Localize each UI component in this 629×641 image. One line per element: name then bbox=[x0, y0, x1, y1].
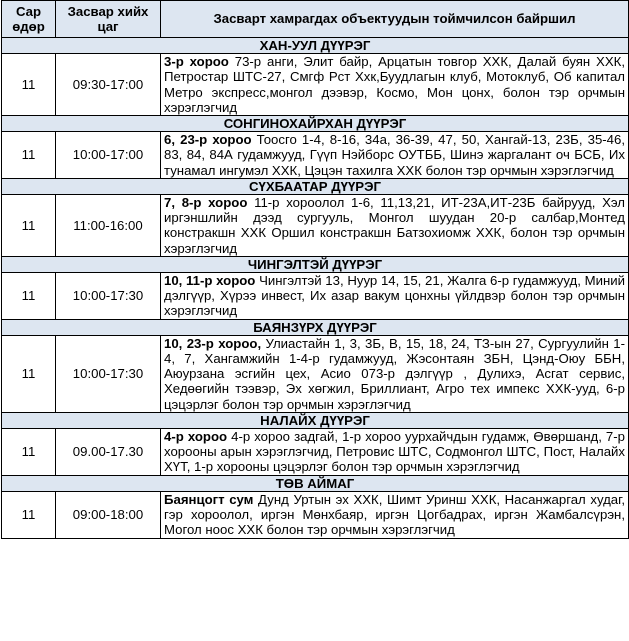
location-cell bbox=[161, 491, 629, 538]
location-cell bbox=[161, 195, 629, 257]
location-lead: 10, 11-р хороо bbox=[164, 273, 256, 289]
header-row bbox=[2, 1, 629, 38]
header-time: Засвар хийх цаг bbox=[56, 1, 161, 38]
location-cell bbox=[161, 429, 629, 476]
day-cell: 11 bbox=[2, 132, 56, 179]
location-text: Тоосго 1-4, 8-16, 34а, 36-39, 47, 50, Хангай-13, 23Б, 35-46, 83, 84, 84А гудамжууд, Гүүп Нэйборс ОУТББ, Шинэ жаргалант оч БСБ, Их тунамал ингумэл ХХК, Цэцэн тахилга ХХК болон тэр орчмын хэрэглэгчид bbox=[164, 132, 625, 178]
table-row bbox=[2, 273, 629, 320]
location-cell bbox=[161, 132, 629, 179]
location-lead: 6, 23-р хороо bbox=[164, 132, 252, 148]
district-row bbox=[2, 475, 629, 491]
location-text: 73-р анги, Элит байр, Арцатын товгор ХХК, Далай буян ХХК, Петростар ШТС-27, Смгф Рст Ххк,Буудлагын клуб, Мотоклуб, Об капитал Метро экспресс,монгол дээвэр, Космо, Мон цонх, болон тэр орчмын хэрэглэгчид bbox=[164, 54, 625, 115]
location-cell bbox=[161, 273, 629, 320]
location-lead: 3-р хороо bbox=[164, 54, 229, 70]
table-row bbox=[2, 195, 629, 257]
table-row bbox=[2, 132, 629, 179]
location-text: Дунд Уртын эх ХХК, Шимт Уринш ХХК, Насанжаргал худаг, гэр хороолол, иргэн Мөнхбаяр, иргэн Цогбадрах, иргэн Жамбалсүрэн, Могол ноос ХХК болон тэр орчмын хэрэглэгчид bbox=[164, 491, 625, 538]
location-cell bbox=[161, 335, 629, 412]
location-lead: 10, 23-р хороо, bbox=[164, 335, 262, 351]
time-cell: 11:00-16:00 bbox=[56, 195, 161, 257]
table-row bbox=[2, 491, 629, 538]
time-cell: 10:00-17:30 bbox=[56, 335, 161, 412]
district-name: ХАН-УУЛ ДҮҮРЭГ bbox=[2, 38, 629, 54]
time-cell: 09:00-18:00 bbox=[56, 491, 161, 538]
district-row bbox=[2, 319, 629, 335]
district-row bbox=[2, 116, 629, 132]
outage-schedule-table bbox=[1, 0, 629, 539]
day-cell: 11 bbox=[2, 273, 56, 320]
table-row bbox=[2, 429, 629, 476]
table-row bbox=[2, 335, 629, 412]
location-lead: 4-р хороо bbox=[164, 429, 228, 445]
district-row bbox=[2, 178, 629, 194]
district-row bbox=[2, 38, 629, 54]
district-row bbox=[2, 412, 629, 428]
location-text: 11-р хороолол 1-6, 11,13,21, ИТ-23А,ИТ-23Б байрууд, Хэл иргэншлийн дээд сургууль, Монгол шуудан 20-р салбар,Монтед констракшн ХХК Оршил констракшн Батзохиомж ХХК, болон тэр орчмын хэрэглэгчид bbox=[164, 195, 625, 256]
day-cell: 11 bbox=[2, 195, 56, 257]
location-cell bbox=[161, 54, 629, 116]
district-name: СОНГИНОХАЙРХАН ДҮҮРЭГ bbox=[2, 116, 629, 132]
day-cell: 11 bbox=[2, 429, 56, 476]
header-location: Засварт хамрагдах объектуудын тоймчилсон байршил bbox=[161, 1, 629, 38]
time-cell: 10:00-17:00 bbox=[56, 132, 161, 179]
district-name: НАЛАЙХ ДҮҮРЭГ bbox=[2, 412, 629, 428]
table-row bbox=[2, 54, 629, 116]
day-cell: 11 bbox=[2, 335, 56, 412]
district-name: ЧИНГЭЛТЭЙ ДҮҮРЭГ bbox=[2, 256, 629, 272]
location-lead: 7, 8-р хороо bbox=[164, 195, 248, 211]
district-row bbox=[2, 256, 629, 272]
district-name: СҮХБААТАР ДҮҮРЭГ bbox=[2, 178, 629, 194]
location-lead: Баянцогт сум bbox=[164, 491, 254, 507]
day-cell: 11 bbox=[2, 54, 56, 116]
district-name: ТӨВ АЙМАГ bbox=[2, 475, 629, 491]
location-text: Чингэлтэй 13, Нуур 14, 15, 21, Жалга 6-р гудамжууд, Миний дэлгүүр, Хүрээ инвест, Их азар вакум цонхны үйлдвэр болон тэр орчмын хэрэглэгчид bbox=[164, 273, 625, 319]
location-text: 4-р хороо задгай, 1-р хороо уурхайчдын гудамж, Өвөршанд, 7-р хорооны арын хэрэглэгчид, Петровис ШТС, Содмонгол ШТС, Пост, Налайх ХҮТ, 1-р хорооны цэцэрлэг болон тэр орчмын хэрэглэгчид bbox=[164, 429, 625, 475]
time-cell: 09:30-17:00 bbox=[56, 54, 161, 116]
district-name: БАЯНЗҮРХ ДҮҮРЭГ bbox=[2, 319, 629, 335]
time-cell: 09.00-17.30 bbox=[56, 429, 161, 476]
header-day: Сар өдөр bbox=[2, 1, 56, 38]
time-cell: 10:00-17:30 bbox=[56, 273, 161, 320]
location-text: Улиастайн 1, 3, 3Б, В, 15, 18, 24, ТЗ-ын 27, Сургуулийн 1-4, 7, Хангамжийн 1-4-р гудамжууд, Жэсонтаян ЗБН, Цэнд-Оюу ББН, Аюурзана эсгийн цех, Асио 073-р дэлгүүр , Дулихэ, Асгат сервис, Хедөөгийн тээвэр, Эх хөгжил, Бриллиант, Агро тех импекс ХХК-ууд, 6-р цэцэрлэг болон тэр орчмын хэрэглэгчид bbox=[164, 335, 625, 412]
day-cell: 11 bbox=[2, 491, 56, 538]
